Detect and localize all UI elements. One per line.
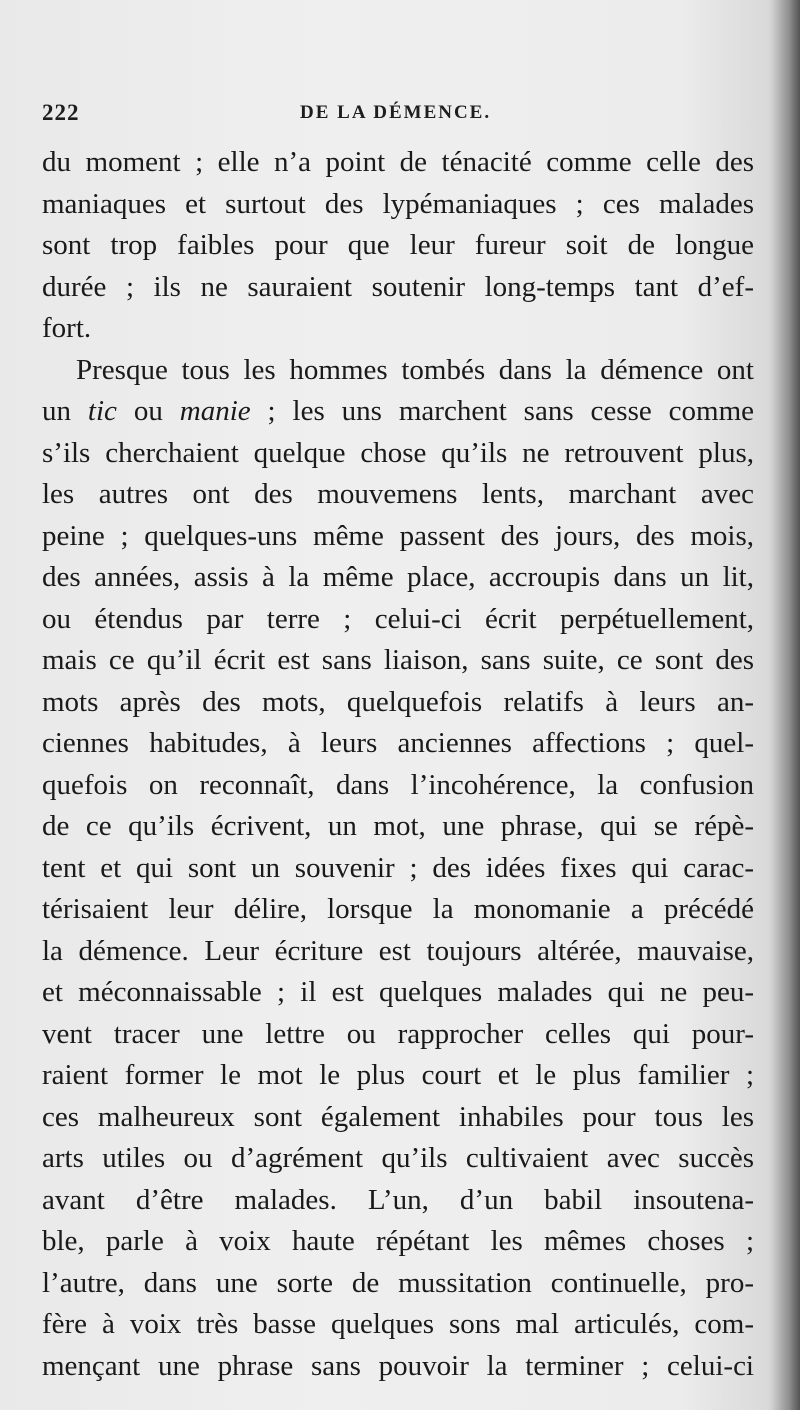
text-line: ble, parle à voix haute répétant les mêmes choses ; xyxy=(42,1225,754,1257)
gutter-shadow xyxy=(772,0,800,1410)
text-line: des années, assis à la même place, accroupis dans un lit, xyxy=(42,561,754,593)
text-line: mots après des mots, quelquefois relatifs à leurs an- xyxy=(42,685,754,718)
text-line: les autres ont des mouvemens lents, marchant avec xyxy=(42,478,754,510)
text-line: un tic ou manie ; les uns marchent sans cesse comme xyxy=(42,395,754,427)
body-text xyxy=(42,142,754,1387)
text-line: ciennes habitudes, à leurs anciennes affections ; quel- xyxy=(42,727,754,759)
text-line: et méconnaissable ; il est quelques malades qui ne peu- xyxy=(42,976,754,1008)
text-line: raient former le mot le plus court et le plus familier ; xyxy=(42,1059,754,1091)
running-title: DE LA DÉMENCE. xyxy=(300,102,492,123)
italic-term: tic xyxy=(87,395,117,427)
text-line: sont trop faibles pour que leur fureur soit de longue xyxy=(42,229,754,261)
text-line: de ce qu’ils écrivent, un mot, une phrase, qui se répè- xyxy=(42,810,754,842)
page-number: 222 xyxy=(42,100,80,125)
text-line: du moment ; elle n’a point de ténacité comme celle des xyxy=(42,146,754,178)
text-line: arts utiles ou d’agrément qu’ils cultivaient avec succès xyxy=(42,1142,754,1174)
text-line: s’ils cherchaient quelque chose qu’ils ne retrouvent plus, xyxy=(42,436,754,469)
text-line: vent tracer une lettre ou rapprocher celles qui pour- xyxy=(42,1017,754,1050)
text-line: fère à voix très basse quelques sons mal articulés, com- xyxy=(42,1308,754,1340)
text-line: peine ; quelques-uns même passent des jours, des mois, xyxy=(42,519,754,552)
text-line: la démence. Leur écriture est toujours altérée, mauvaise, xyxy=(42,934,754,967)
italic-term: manie xyxy=(179,395,251,427)
text-line: avant d’être malades. L’un, d’un babil insoutena- xyxy=(42,1183,754,1216)
text-line: ou étendus par terre ; celui-ci écrit perpétuellement, xyxy=(42,602,754,635)
text-line: quefois on reconnaît, dans l’incohérence, la confusion xyxy=(42,768,754,801)
text-line: Presque tous les hommes tombés dans la démence ont xyxy=(76,353,754,386)
text-line: maniaques et surtout des lypémaniaques ; ces malades xyxy=(42,187,754,220)
paragraph xyxy=(42,350,754,1388)
text-line: tent et qui sont un souvenir ; des idées fixes qui carac- xyxy=(42,851,754,884)
text-line: mais ce qu’il écrit est sans liaison, sans suite, ce sont des xyxy=(42,644,754,676)
paragraph xyxy=(42,142,754,350)
text-line: mençant une phrase sans pouvoir la terminer ; celui-ci xyxy=(42,1349,754,1382)
text-line: l’autre, dans une sorte de mussitation continuelle, pro- xyxy=(42,1266,754,1299)
running-head xyxy=(42,100,754,130)
text-line: ces malheureux sont également inhabiles pour tous les xyxy=(42,1100,754,1133)
text-line: fort. xyxy=(42,312,92,344)
text-line: térisaient leur délire, lorsque la monomanie a précédé xyxy=(42,893,754,925)
text-line: durée ; ils ne sauraient soutenir long-temps tant d’ef- xyxy=(42,270,754,303)
